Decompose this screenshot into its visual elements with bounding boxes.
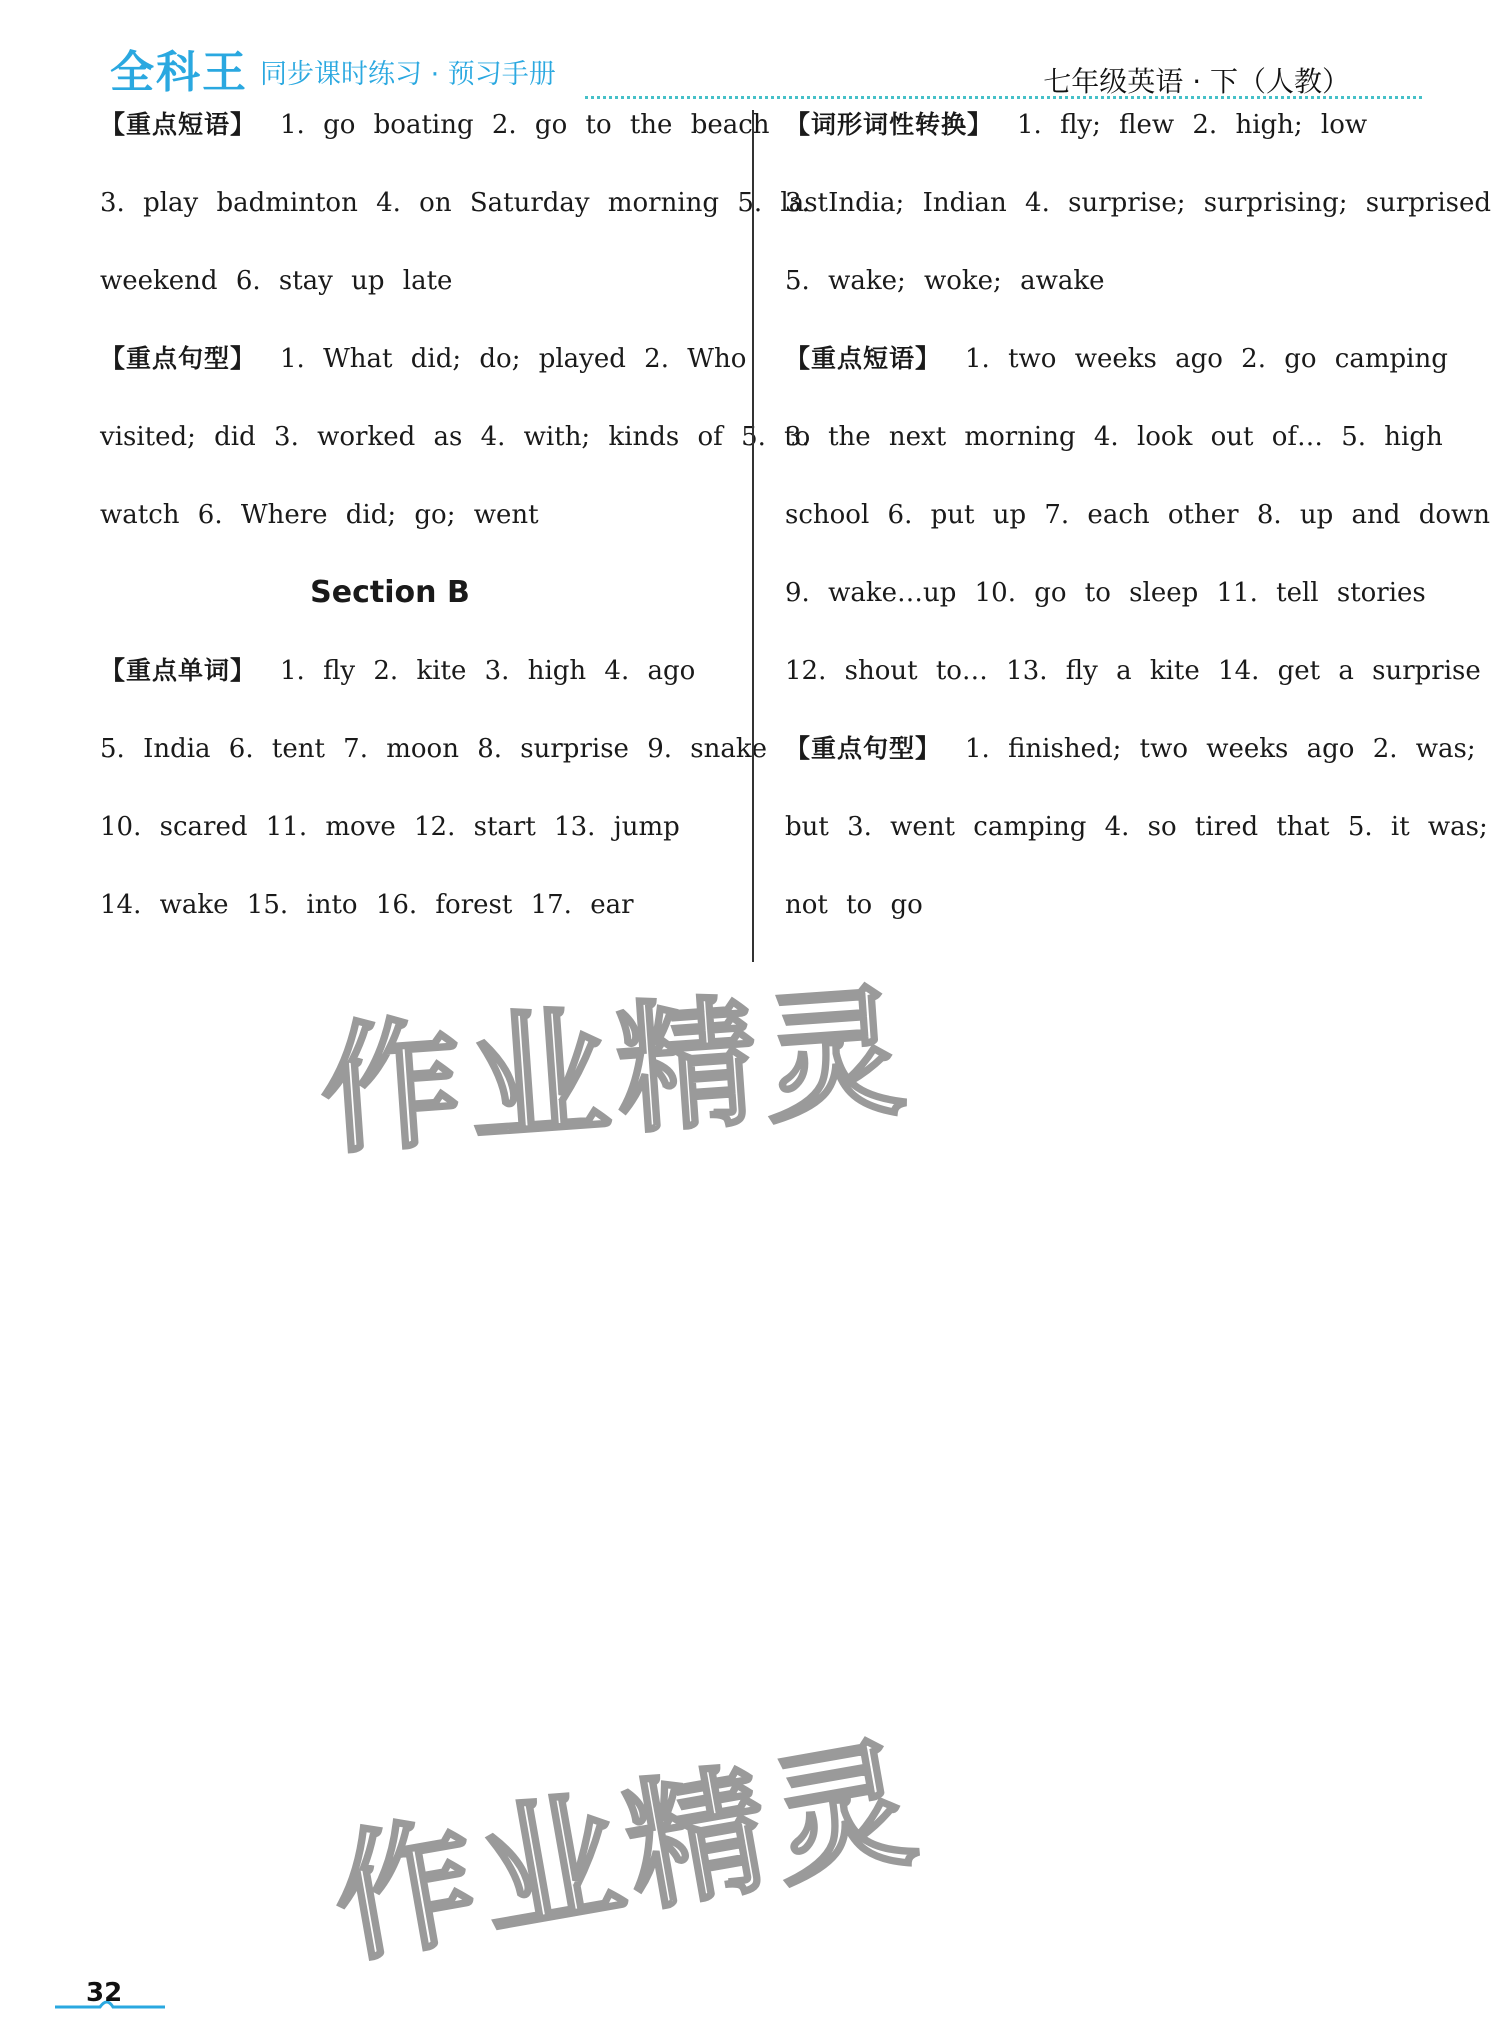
answer-line (785, 719, 1476, 797)
answer-text: 3. the next morning 4. look out of… 5. high (785, 422, 1443, 452)
answer-line (100, 797, 740, 875)
answer-text: 9. wake…up 10. go to sleep 11. tell stories (785, 578, 1426, 608)
answer-line (100, 641, 740, 719)
answer-text: visited; did 3. worked as 4. with; kinds of 5. to (100, 422, 811, 452)
answer-line (100, 719, 767, 797)
answer-text: watch 6. Where did; go; went (100, 500, 539, 530)
answer-line (785, 485, 1490, 563)
page-number: 32 (86, 1978, 123, 2008)
watermark: 作业精灵 (322, 1720, 934, 1984)
answer-line (785, 251, 1405, 329)
section-tag: 【词形词性转换】 (785, 110, 994, 139)
column-divider (752, 110, 754, 962)
section-tag: 【重点句型】 (100, 344, 257, 373)
answer-line (785, 563, 1426, 641)
section-tag: 【重点句型】 (785, 734, 942, 763)
answer-line (785, 173, 1491, 251)
answer-text: 1. go boating 2. go to the beach (280, 110, 770, 140)
answer-line (100, 251, 740, 329)
answer-text: 1. What did; do; played 2. Who (280, 344, 747, 374)
answer-line (100, 173, 828, 251)
answer-text: 1. finished; two weeks ago 2. was; (965, 734, 1476, 764)
brand-logo: 全科王 (110, 47, 248, 98)
answer-line (100, 95, 770, 173)
answer-text: but 3. went camping 4. so tired that 5. it was; (785, 812, 1488, 842)
answer-text: 1. fly 2. kite 3. high 4. ago (280, 656, 696, 686)
book-title: 七年级英语 · 下（人教） (1043, 65, 1350, 98)
answer-line (785, 329, 1448, 407)
section-heading: Section B (310, 575, 470, 610)
answer-text: 10. scared 11. move 12. start 13. jump (100, 812, 680, 842)
answer-line (100, 875, 740, 953)
answer-line (785, 641, 1481, 719)
answer-line (100, 407, 811, 485)
answer-text: not to go (785, 890, 923, 920)
answer-text: 12. shout to… 13. fly a kite 14. get a surprise (785, 656, 1481, 686)
series-subtitle: 同步课时练习 · 预习手册 (260, 59, 556, 90)
answer-text: weekend 6. stay up late (100, 266, 453, 296)
answer-line (785, 95, 1405, 173)
answer-text: 3. India; Indian 4. surprise; surprising; surprised (785, 188, 1491, 218)
answer-text: school 6. put up 7. each other 8. up and down (785, 500, 1490, 530)
answer-text: 5. India 6. tent 7. moon 8. surprise 9. snake (100, 734, 767, 764)
answer-text: 1. fly; flew 2. high; low (1017, 110, 1368, 140)
answer-text: 5. wake; woke; awake (785, 266, 1105, 296)
answer-line (785, 797, 1488, 875)
answer-text: 3. play badminton 4. on Saturday morning 5. last (100, 188, 828, 218)
answer-line (785, 407, 1443, 485)
section-tag: 【重点单词】 (100, 656, 257, 685)
section-tag: 【重点短语】 (100, 110, 257, 139)
answer-line (100, 329, 747, 407)
page-header (0, 0, 1422, 100)
answer-text: 14. wake 15. into 16. forest 17. ear (100, 890, 634, 920)
right-answer-column (785, 95, 1491, 953)
answer-line (100, 485, 740, 563)
answer-text: 1. two weeks ago 2. go camping (965, 344, 1448, 374)
left-answer-column (100, 95, 828, 953)
section-tag: 【重点短语】 (785, 344, 942, 373)
watermark: 作业精灵 (315, 970, 918, 1175)
